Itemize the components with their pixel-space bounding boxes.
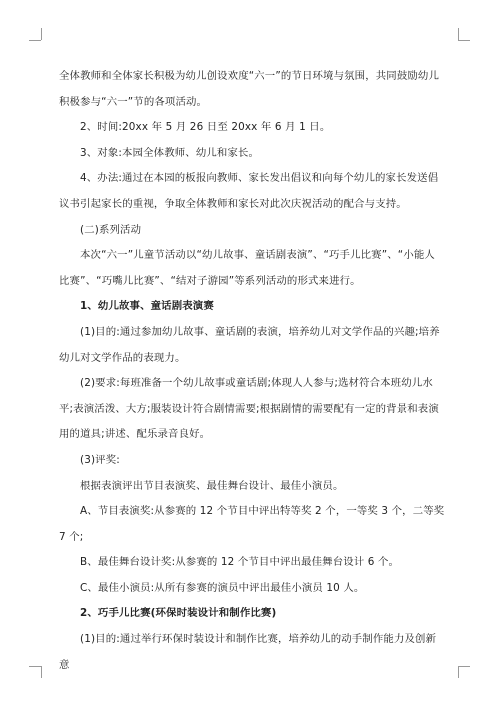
crop-mark-top-right-v: [458, 28, 459, 40]
paragraph-series-overview: 本次“六一”儿童节活动以“幼儿故事、童话剧表演”、“巧手儿比赛”、“小能人比赛”、“巧嘴儿比赛”、“结对子游园”等系列活动的形式来进行。: [59, 249, 435, 287]
crop-mark-bottom-left-v: [41, 666, 42, 678]
section-heading-series-activities: (二)系列活动: [80, 223, 142, 236]
paragraph-story-requirements: (2)要求:每班准备一个幼儿故事或童话剧;体现人人参与;选材符合本班幼儿水平;表演活泼、大方;服装设计符合剧情需要;根据剧情的需要配有一定的背景和表演用的道具;讲述、配乐录音良好。: [59, 377, 439, 441]
crop-mark-top-right-h: [458, 40, 470, 41]
subheading-story-drama: 1、幼儿故事、童话剧表演赛: [80, 300, 214, 313]
paragraph-award-b: B、最佳舞台设计奖:从参赛的 12 个节目中评出最佳舞台设计 6 个。: [80, 556, 400, 569]
paragraph-handcraft-purpose: (1)目的:通过举行环保时装设计和制作比赛，培养幼儿的动手制作能力及创新意: [59, 633, 437, 671]
crop-mark-bottom-right-h: [458, 666, 470, 667]
crop-mark-top-left-v: [41, 28, 42, 40]
paragraph-award-a: A、节目表演奖:从参赛的 12 个节目中评出特等奖 2 个，一等奖 3 个，二等奖 7 个;: [59, 505, 445, 543]
paragraph-awards-label: (3)评奖:: [80, 453, 120, 466]
paragraph-target: 3、对象:本园全体教师、幼儿和家长。: [80, 146, 260, 159]
paragraph-award-c: C、最佳小演员:从所有参赛的演员中评出最佳小演员 10 人。: [80, 581, 365, 594]
subheading-handcraft-contest: 2、巧手儿比赛(环保时装设计和制作比赛): [80, 607, 277, 620]
crop-mark-bottom-right-v: [458, 666, 459, 678]
paragraph-method: 4、办法:通过在本园的板报向教师、家长发出倡议和向每个幼儿的家长发送倡议书引起家长的重视，争取全体教师和家长对此次庆祝活动的配合与支持。: [59, 172, 439, 210]
paragraph-intro-continued: 全体教师和全体家长积极为幼儿创设欢度“六一”的节日环境与氛围，共同鼓励幼儿积极参与“六一”节的各项活动。: [59, 70, 439, 108]
paragraph-story-purpose: (1)目的:通过参加幼儿故事、童话剧的表演，培养幼儿对文学作品的兴趣;培养幼儿对文学作品的表现力。: [59, 325, 440, 364]
crop-mark-top-left-h: [29, 40, 41, 41]
paragraph-time: 2、时间:20xx 年 5 月 26 日至 20xx 年 6 月 1 日。: [80, 121, 331, 134]
document-body: [59, 64, 445, 678]
paragraph-awards-overview: 根据表演评出节目表演奖、最佳舞台设计、最佳小演员。: [80, 479, 344, 492]
crop-mark-bottom-left-h: [29, 666, 41, 667]
